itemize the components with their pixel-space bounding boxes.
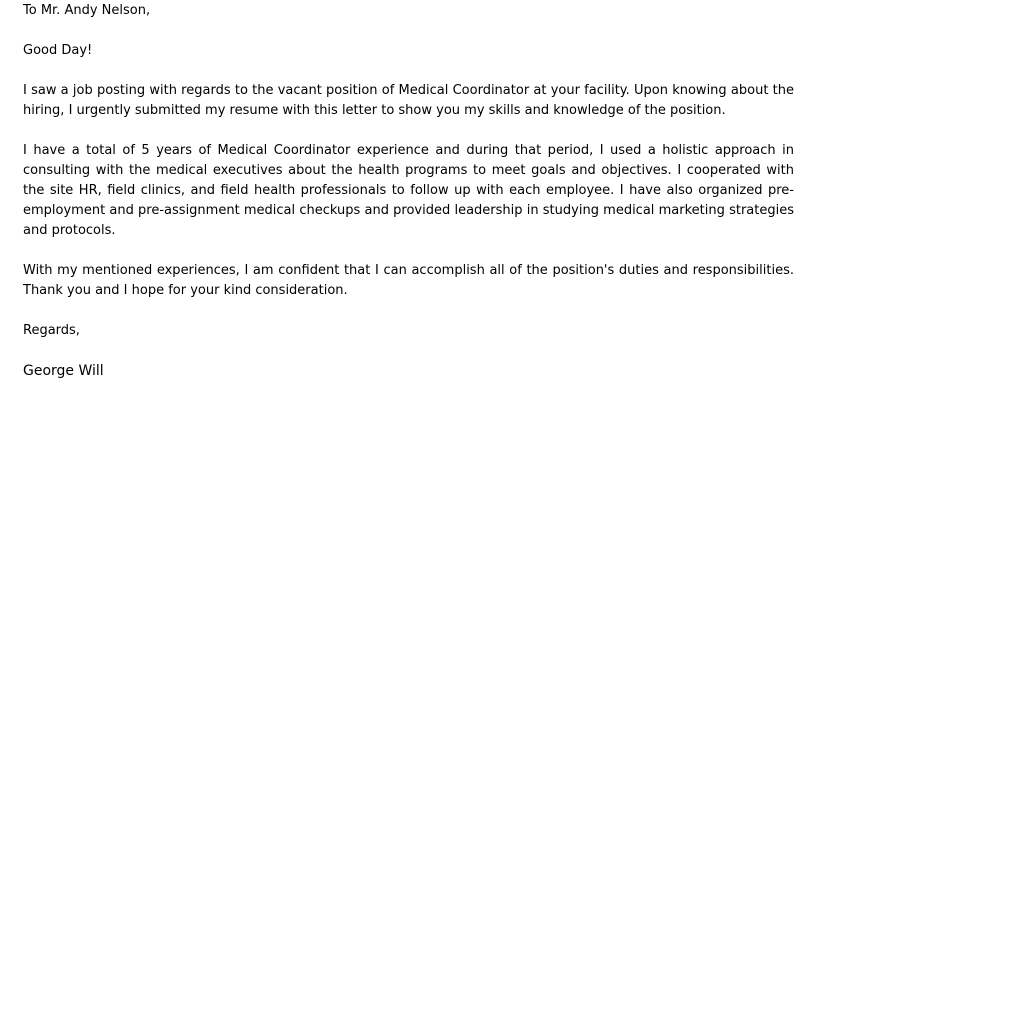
- letter-closing: Regards,: [23, 323, 80, 338]
- letter-paragraph-conclusion: With my mentioned experiences, I am confident that I can accomplish all of the position's duties and responsibilities. Thank you and I hope for your kind consideration.: [23, 263, 794, 298]
- letter-signature: George Will: [23, 363, 104, 379]
- letter-salutation: To Mr. Andy Nelson,: [23, 3, 151, 18]
- letter-paragraph-intro: I saw a job posting with regards to the vacant position of Medical Coordinator at your facility. Upon knowing about the hiring, I urgently submitted my resume with this letter to show you my skills and knowledge of the position.: [23, 83, 794, 118]
- document-page: [0, 1, 1024, 1024]
- cover-letter: [23, 1, 794, 381]
- letter-paragraph-experience: I have a total of 5 years of Medical Coordinator experience and during that period, I used a holistic approach in consulting with the medical executives about the health programs to meet goals and objectives. I cooperated with the site HR, field clinics, and field health professionals to follow up with each employee. I have also organized pre-employment and pre-assignment medical checkups and provided leadership in studying medical marketing strategies and protocols.: [23, 143, 794, 238]
- letter-greeting: Good Day!: [23, 43, 93, 58]
